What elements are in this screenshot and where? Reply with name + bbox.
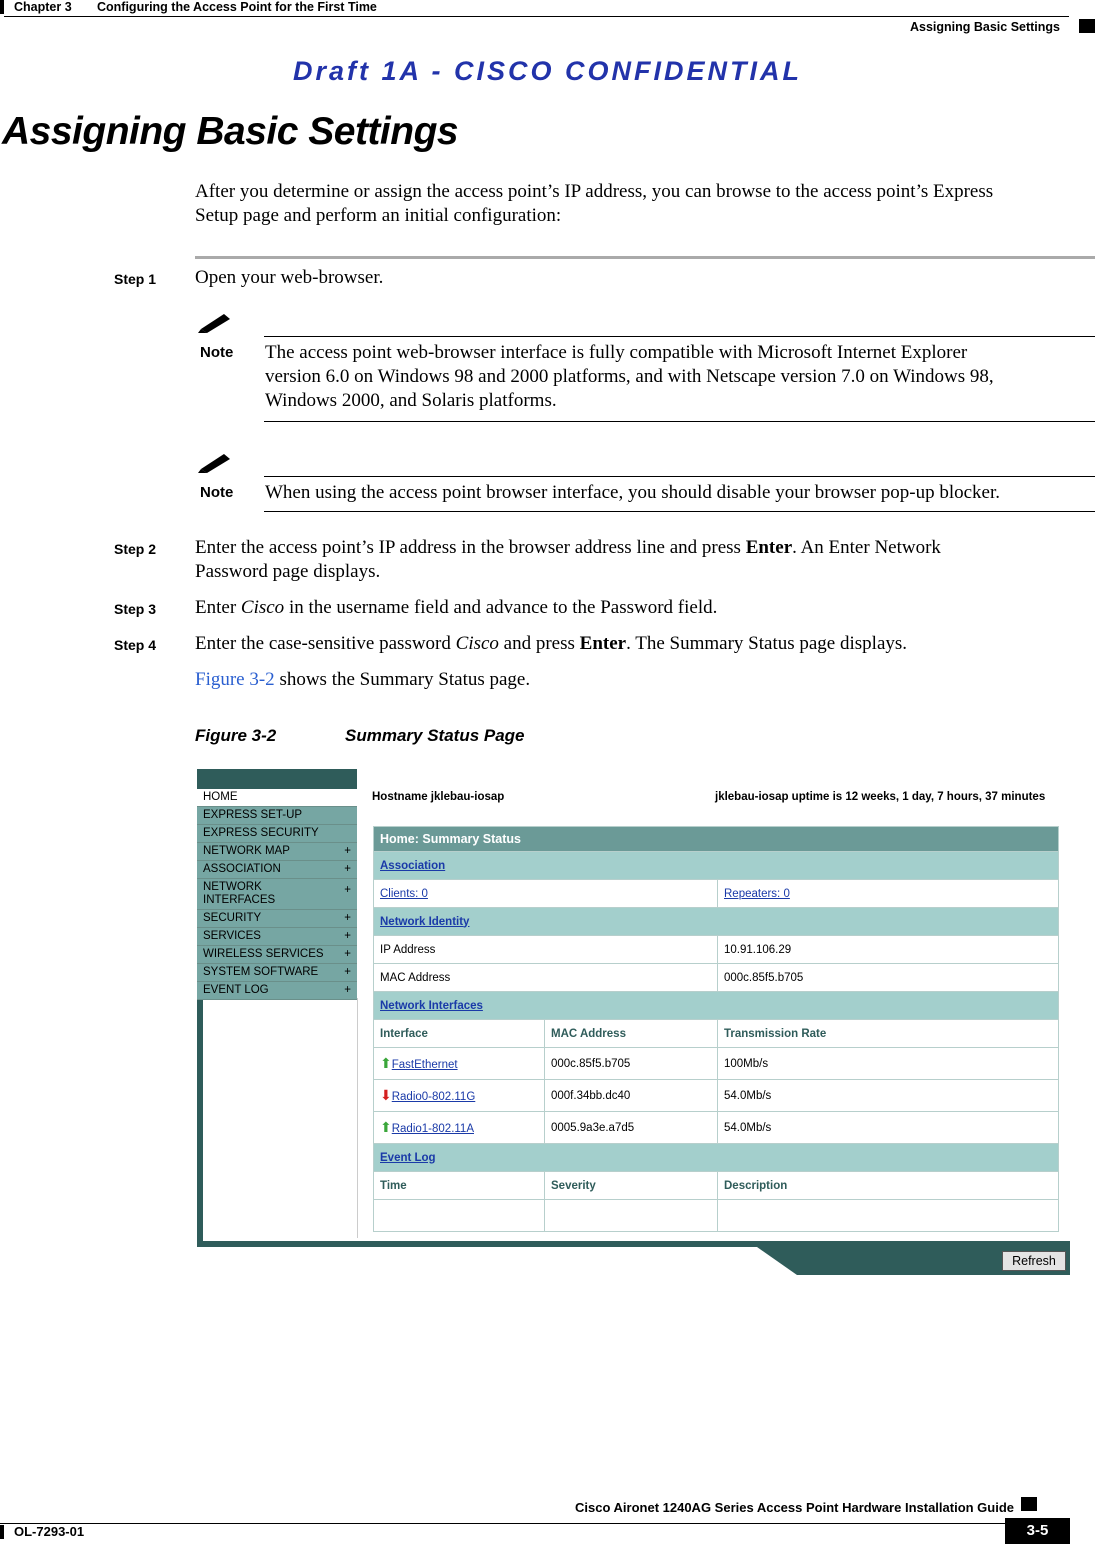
note-1-rule-bottom <box>264 421 1095 422</box>
step-3-text-b: in the username field and advance to the Password field. <box>284 597 718 618</box>
section-event-log <box>374 1144 1059 1172</box>
note-2-label: Note <box>200 484 234 501</box>
network-identity-link[interactable]: Network Identity <box>380 915 470 928</box>
footer-rule <box>0 1523 1005 1524</box>
expand-icon[interactable]: + <box>344 845 351 857</box>
expand-icon[interactable]: + <box>344 884 351 896</box>
footer-block <box>1021 1497 1037 1511</box>
figure-link[interactable]: Figure 3-2 <box>195 669 275 690</box>
intro-line-2: Setup page and perform an initial configuration: <box>195 205 562 226</box>
nav-express-security[interactable] <box>197 825 357 843</box>
arrow-up-icon: ⬆ <box>380 1055 392 1071</box>
event-log-link[interactable]: Event Log <box>380 1151 436 1164</box>
interface-rate: 54.0Mb/s <box>718 1080 1059 1112</box>
interface-mac: 000c.85f5.b705 <box>545 1048 718 1080</box>
note-1-text <box>265 341 1095 413</box>
nav-label: EVENT LOG <box>203 984 269 996</box>
step-3-text-a: Enter <box>195 597 241 618</box>
ip-value: 10.91.106.29 <box>718 936 1059 964</box>
col-severity: Severity <box>545 1172 718 1200</box>
nav-network-map[interactable] <box>197 843 357 861</box>
expand-icon[interactable]: + <box>344 966 351 978</box>
summary-table <box>373 826 1059 1232</box>
step-4-text-a: Enter the case-sensitive password <box>195 633 456 654</box>
header-block <box>1079 19 1095 33</box>
step-1-text: Open your web-browser. <box>195 267 384 288</box>
nav-divider <box>357 998 358 1238</box>
interface-cell <box>374 1112 545 1144</box>
section-label: Assigning Basic Settings <box>909 20 1060 34</box>
nav-label: SECURITY <box>203 912 262 924</box>
nav-security[interactable] <box>197 910 357 928</box>
intro-line-1: After you determine or assign the access point’s IP address, you can browse to the access point’s Express <box>195 181 994 202</box>
col-description: Description <box>718 1172 1059 1200</box>
interface-rate: 54.0Mb/s <box>718 1112 1059 1144</box>
step-3-username: Cisco <box>240 597 285 618</box>
nav-label: SERVICES <box>203 930 261 942</box>
nav-services[interactable] <box>197 928 357 946</box>
step-1-label: Step 1 <box>114 271 157 287</box>
doc-number: OL-7293-01 <box>14 1524 85 1539</box>
nav-label: INTERFACES <box>203 894 276 906</box>
expand-icon[interactable]: + <box>344 930 351 942</box>
step-2-text-b: . An Enter Network <box>792 537 941 558</box>
network-interfaces-link[interactable]: Network Interfaces <box>380 999 483 1012</box>
note-1-rule-top <box>264 336 1095 337</box>
refresh-button[interactable]: Refresh <box>1002 1251 1066 1271</box>
ip-label: IP Address <box>374 936 718 964</box>
empty-cell <box>374 1200 545 1232</box>
uptime: jklebau-iosap uptime is 12 weeks, 1 day, 7 hours, 37 minutes <box>715 791 1046 803</box>
step-2-label: Step 2 <box>114 541 157 557</box>
col-interface: Interface <box>374 1020 545 1048</box>
note-2-rule-top <box>264 476 1095 477</box>
step-4-text <box>195 632 907 656</box>
figure-caption: Summary Status Page <box>345 726 525 745</box>
col-time: Time <box>374 1172 545 1200</box>
chapter-label: Chapter 3 <box>14 0 72 14</box>
interface-mac: 0005.9a3e.a7d5 <box>545 1112 718 1144</box>
interface-link[interactable]: FastEthernet <box>391 1059 458 1071</box>
step-2-text <box>195 536 1095 584</box>
arrow-up-icon: ⬆ <box>380 1119 392 1135</box>
col-rate: Transmission Rate <box>718 1020 1059 1048</box>
nav-system-software[interactable] <box>197 964 357 982</box>
section-network-interfaces <box>374 992 1059 1020</box>
step-4-key: Enter <box>579 633 627 654</box>
section-network-identity <box>374 908 1059 936</box>
nav-label: NETWORK MAP <box>203 845 290 857</box>
nav-wireless-services[interactable] <box>197 946 357 964</box>
step-2-text-a: Enter the access point’s IP address in the browser address line and press <box>195 537 746 558</box>
mac-value: 000c.85f5.b705 <box>718 964 1059 992</box>
footer-guide-title: Cisco Aironet 1240AG Series Access Point Hardware Installation Guide <box>575 1500 1015 1515</box>
interface-rate: 100Mb/s <box>718 1048 1059 1080</box>
step-4-label: Step 4 <box>114 637 157 653</box>
expand-icon[interactable]: + <box>344 948 351 960</box>
intro-paragraph <box>195 180 1095 228</box>
nav-menu <box>197 769 357 1000</box>
nav-label: EXPRESS SET-UP <box>203 809 303 821</box>
step-3-label: Step 3 <box>114 601 157 617</box>
step-4-text-b: and press <box>498 633 580 654</box>
interface-link[interactable]: Radio0-802.11G <box>391 1091 476 1103</box>
figure-reference-text: shows the Summary Status page. <box>274 669 531 690</box>
interface-mac: 000f.34bb.dc40 <box>545 1080 718 1112</box>
header-marker <box>0 0 4 14</box>
header-rule <box>4 16 1069 17</box>
pencil-icon <box>198 451 234 473</box>
step-4-password: Cisco <box>455 633 499 654</box>
association-link[interactable]: Association <box>380 859 446 872</box>
nav-label: EXPRESS SECURITY <box>203 827 319 839</box>
pencil-icon <box>198 311 234 333</box>
col-mac: MAC Address <box>545 1020 718 1048</box>
interface-cell <box>374 1048 545 1080</box>
nav-label: NETWORK <box>203 881 262 893</box>
expand-icon[interactable]: + <box>344 863 351 875</box>
interface-cell <box>374 1080 545 1112</box>
hostname: Hostname jklebau-iosap <box>372 791 505 803</box>
note-1-label: Note <box>200 344 234 361</box>
footer-marker <box>0 1525 4 1539</box>
note-1-line-3: Windows 2000, and Solaris platforms. <box>265 390 557 411</box>
empty-cell <box>545 1200 718 1232</box>
step-4-text-c: . The Summary Status page displays. <box>626 633 908 654</box>
step-2-text-c: Password page displays. <box>195 561 381 582</box>
note-1-line-1: The access point web-browser interface is fully compatible with Microsoft Internet Explorer <box>265 342 968 363</box>
step-2-key: Enter <box>745 537 793 558</box>
nav-express-setup[interactable] <box>197 807 357 825</box>
nav-label: ASSOCIATION <box>203 863 281 875</box>
draft-watermark: Draft 1A - CISCO CONFIDENTIAL <box>292 56 802 86</box>
step-3-text <box>195 596 717 620</box>
nav-association[interactable] <box>197 861 357 879</box>
clients-link[interactable]: Clients: 0 <box>380 887 428 900</box>
nav-event-log[interactable] <box>197 982 357 1000</box>
note-2-rule-bottom <box>264 511 1095 512</box>
table-title: Home: Summary Status <box>374 827 1059 852</box>
nav-header <box>197 769 357 789</box>
page-number: 3-5 <box>1005 1518 1070 1544</box>
expand-icon[interactable]: + <box>344 912 351 924</box>
frame-bottom <box>197 1241 1070 1275</box>
repeaters-link[interactable]: Repeaters: 0 <box>724 887 790 900</box>
figure-reference <box>195 668 530 692</box>
note-1-line-2: version 6.0 on Windows 98 and 2000 platforms, and with Netscape version 7.0 on Windows 98, <box>265 366 994 387</box>
empty-cell <box>718 1200 1059 1232</box>
nav-label: SYSTEM SOFTWARE <box>203 966 319 978</box>
nav-network-interfaces[interactable] <box>197 879 357 910</box>
chapter-title: Configuring the Access Point for the First Time <box>97 0 377 14</box>
nav-label: WIRELESS SERVICES <box>203 948 324 960</box>
page-title: Assigning Basic Settings <box>2 110 459 153</box>
figure-number: Figure 3-2 <box>195 726 277 745</box>
nav-home-label: HOME <box>203 791 238 803</box>
steps-rule <box>195 256 1095 259</box>
nav-home[interactable] <box>197 789 357 807</box>
expand-icon[interactable]: + <box>344 984 351 996</box>
note-2-text: When using the access point browser interface, you should disable your browser pop-up blocker. <box>265 482 1000 503</box>
mac-label: MAC Address <box>374 964 718 992</box>
interface-link[interactable]: Radio1-802.11A <box>391 1123 474 1135</box>
arrow-down-icon: ⬇ <box>380 1087 392 1103</box>
section-association <box>374 852 1059 880</box>
